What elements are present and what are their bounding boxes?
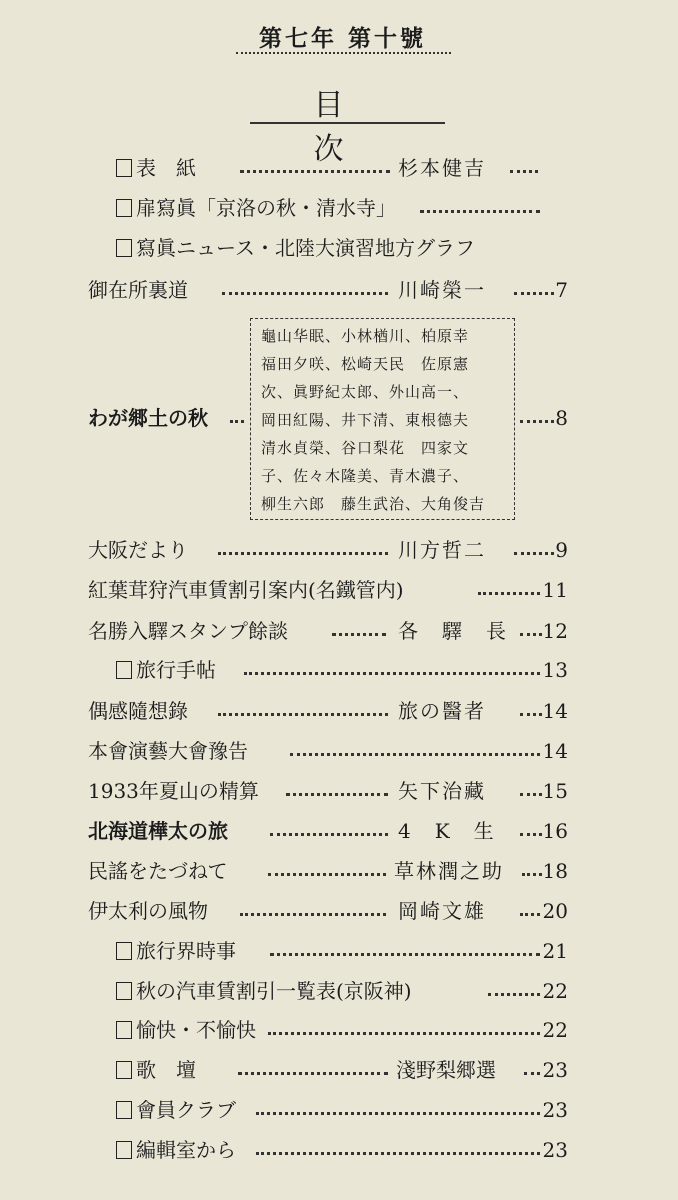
- entry-page: 23: [542, 1058, 568, 1082]
- entry-title: 偶感隨想錄: [88, 699, 188, 723]
- entry-title-wrap: [116, 232, 475, 264]
- entry-page: 7: [555, 278, 568, 302]
- dot-leader: [222, 292, 388, 295]
- entry-page: 9: [555, 538, 568, 562]
- dot-leader: [514, 292, 554, 295]
- entry-page: 8: [555, 406, 568, 430]
- checkbox-icon: [116, 1141, 132, 1159]
- toc-entry[interactable]: [0, 654, 678, 686]
- dot-leader: [522, 873, 542, 876]
- entry-title: 1933年夏山の精算: [88, 779, 259, 803]
- dot-leader: [520, 913, 540, 916]
- checkbox-icon: [116, 159, 132, 177]
- dot-leader: [520, 793, 542, 796]
- contributors-line: 岡田紅陽、井下清、東根德夫: [261, 411, 470, 429]
- entry-page: 22: [542, 1018, 568, 1042]
- dot-leader: [488, 993, 540, 996]
- dot-leader: [286, 793, 388, 796]
- entry-title-wrap: [116, 935, 236, 967]
- entry-author: 杉本健吉: [398, 156, 486, 180]
- entry-title: 名勝入驛スタンプ餘談: [88, 619, 288, 643]
- entry-title-wrap: [116, 192, 396, 224]
- dot-leader: [218, 713, 388, 716]
- toc-entry[interactable]: [0, 1134, 678, 1166]
- entry-page: 22: [542, 979, 568, 1003]
- entry-title-wrap: [116, 1134, 236, 1166]
- toc-entry[interactable]: [0, 152, 678, 184]
- toc-entry[interactable]: [0, 534, 678, 566]
- entry-title: 歌 壇: [136, 1058, 196, 1082]
- toc-entry[interactable]: [0, 695, 678, 727]
- toc-entry[interactable]: [0, 975, 678, 1007]
- toc-entry[interactable]: [0, 574, 678, 606]
- dot-leader: [520, 633, 542, 636]
- dot-leader: [218, 552, 388, 555]
- entry-author: 各 驛 長: [398, 619, 508, 643]
- toc-entry[interactable]: [0, 192, 678, 224]
- entry-page: 11: [542, 578, 568, 602]
- entry-page: 20: [542, 899, 568, 923]
- entry-title: 會員クラブ: [136, 1098, 236, 1122]
- checkbox-icon: [116, 661, 132, 679]
- entry-author: 川方哲二: [398, 538, 486, 562]
- dot-leader: [524, 1072, 540, 1075]
- dot-leader: [256, 1152, 540, 1155]
- checkbox-icon: [116, 1101, 132, 1119]
- entry-title: 秋の汽車賃割引一覧表(京阪神): [136, 979, 412, 1003]
- dot-leader: [256, 1112, 540, 1115]
- dot-leader: [240, 170, 390, 173]
- entry-page: 13: [542, 658, 568, 682]
- toc-entry[interactable]: [0, 775, 678, 807]
- entry-page: 23: [542, 1098, 568, 1122]
- toc-entry[interactable]: [0, 615, 678, 647]
- contributors-line: 次、眞野紀太郎、外山高一、: [261, 383, 470, 401]
- contributors-line: 子、佐々木隆美、青木濃子、: [261, 467, 470, 485]
- entry-title-wrap: [116, 1054, 196, 1086]
- toc-entry[interactable]: [0, 232, 678, 264]
- entry-page: 12: [542, 619, 568, 643]
- entry-page: 23: [542, 1138, 568, 1162]
- dot-leader: [478, 592, 540, 595]
- entry-title-wrap: [116, 1094, 236, 1126]
- contributors-line: 龜山华眠、小林楢川、柏原幸: [261, 327, 470, 345]
- entry-title: 大阪だより: [88, 538, 188, 562]
- dot-leader: [520, 713, 542, 716]
- dot-leader: [238, 1072, 388, 1075]
- toc-entry[interactable]: [0, 815, 678, 847]
- dot-leader: [268, 1032, 540, 1035]
- checkbox-icon: [116, 942, 132, 960]
- entry-title: 旅行手帖: [136, 658, 216, 682]
- toc-entry[interactable]: [0, 274, 678, 306]
- entry-title: 御在所裏道: [88, 278, 188, 302]
- toc-entry[interactable]: [0, 935, 678, 967]
- entry-title: 紅葉茸狩汽車賃割引案内(名鐵管内): [88, 578, 404, 602]
- entry-author: 淺野梨郷選: [396, 1058, 496, 1082]
- entry-title-wrap: [116, 152, 196, 184]
- contributors-box: [250, 318, 515, 520]
- issue-number: 第七年 第十號: [258, 25, 426, 52]
- entry-author: 矢下治藏: [398, 779, 486, 803]
- entry-page: 21: [542, 939, 568, 963]
- entry-page: 15: [542, 779, 568, 803]
- dot-leader: [270, 953, 540, 956]
- entry-title: 寫眞ニュース・北陸大演習地方グラフ: [136, 236, 475, 260]
- entry-title: わが郷土の秋: [88, 406, 208, 430]
- entry-title: 愉快・不愉快: [136, 1018, 256, 1042]
- dot-leader: [510, 170, 538, 173]
- dot-leader: [332, 633, 386, 636]
- contributors-line: 柳生六郎 藤生武治、大角俊吉: [261, 495, 486, 513]
- toc-entry[interactable]: [0, 1094, 678, 1126]
- dot-leader: [240, 913, 386, 916]
- contributors-line: 福田夕咲、松崎天民 佐原憲: [261, 355, 470, 373]
- dot-leader: [514, 552, 554, 555]
- checkbox-icon: [116, 1061, 132, 1079]
- entry-title: 旅行界時事: [136, 939, 236, 963]
- dot-leader: [520, 833, 542, 836]
- contributors-line: 清水貞榮、谷口梨花 四家文: [261, 439, 470, 457]
- entry-page: 14: [542, 739, 568, 763]
- toc-entry[interactable]: [0, 855, 678, 887]
- checkbox-icon: [116, 239, 132, 257]
- dot-leader: [270, 833, 388, 836]
- checkbox-icon: [116, 199, 132, 217]
- entry-title: 北海道樺太の旅: [88, 819, 228, 843]
- entry-title: 本會演藝大會豫告: [88, 739, 248, 763]
- entry-title-wrap: [116, 654, 216, 686]
- entry-title: 伊太利の風物: [88, 899, 208, 923]
- toc-entry[interactable]: [0, 895, 678, 927]
- entry-author: 4 K 生: [398, 819, 496, 843]
- dot-leader: [268, 873, 386, 876]
- entry-title: 民謠をたづねて: [88, 859, 228, 883]
- entry-author: 草林潤之助: [394, 859, 504, 883]
- entry-page: 16: [542, 819, 568, 843]
- toc-entry[interactable]: [0, 735, 678, 767]
- entry-title: 編輯室から: [136, 1138, 236, 1162]
- toc-entry[interactable]: [0, 1014, 678, 1046]
- dot-leader: [230, 420, 244, 423]
- entry-author: 川崎榮一: [398, 278, 486, 302]
- dot-leader: [290, 753, 540, 756]
- dot-leader: [420, 210, 540, 213]
- entry-page: 18: [542, 859, 568, 883]
- entry-title: 扉寫眞「京洛の秋・清水寺」: [136, 196, 396, 220]
- entry-page: 14: [542, 699, 568, 723]
- entry-title-wrap: [116, 975, 412, 1007]
- entry-author: 岡崎文雄: [398, 899, 486, 923]
- entry-author: 旅の醫者: [398, 699, 486, 723]
- dot-leader: [520, 420, 554, 423]
- checkbox-icon: [116, 1021, 132, 1039]
- entry-title-wrap: [116, 1014, 256, 1046]
- page-title: 目次: [313, 88, 422, 167]
- dot-leader: [244, 672, 540, 675]
- entry-title: 表 紙: [136, 156, 196, 180]
- checkbox-icon: [116, 982, 132, 1000]
- toc-entry[interactable]: [0, 1054, 678, 1086]
